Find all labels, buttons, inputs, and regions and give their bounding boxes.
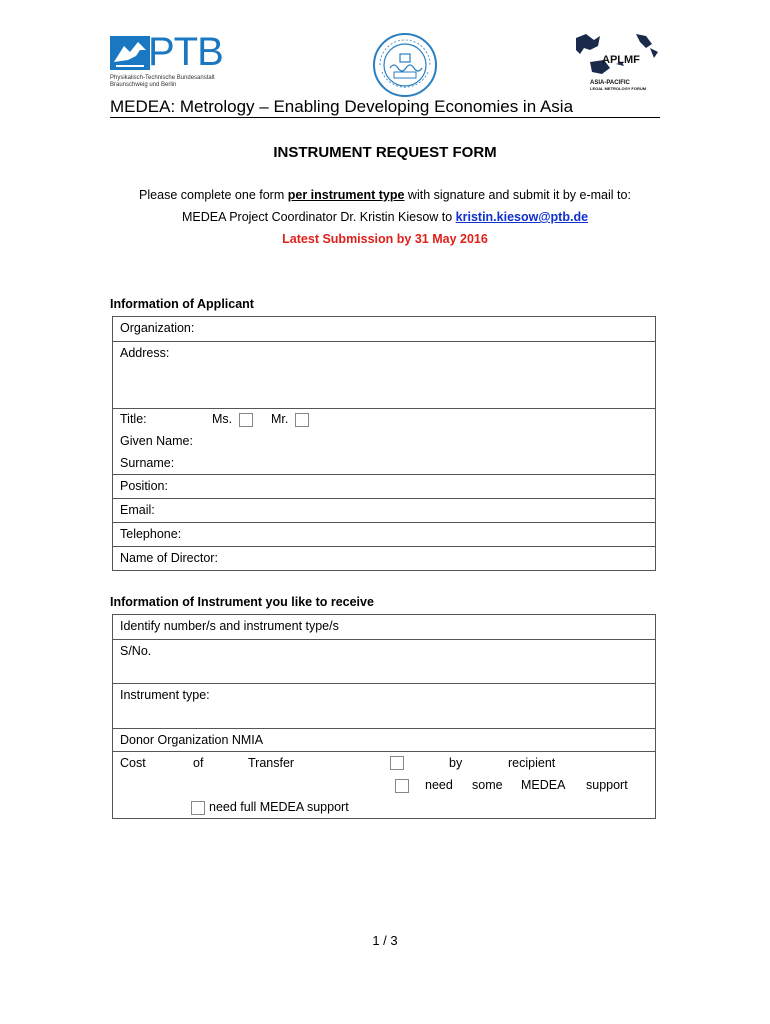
page-number: 1 / 3 xyxy=(372,933,398,948)
applicant-heading: Information of Applicant xyxy=(110,297,254,311)
ms-checkbox[interactable] xyxy=(239,413,253,427)
cost-transfer-row: Cost of Transfer by recipient need some MEDEA support need full MEDEA support xyxy=(113,751,655,818)
apmp-seal-icon xyxy=(372,32,438,98)
instructions-line-2: MEDEA Project Coordinator Dr. Kristin Kiesow to kristin.kiesow@ptb.de xyxy=(181,210,589,224)
surname-field[interactable]: Surname: xyxy=(120,456,175,470)
instrument-heading: Information of Instrument you like to receive xyxy=(110,595,374,609)
aplmf-subtext: ASIA-PACIFIC LEGAL METROLOGY FORUM xyxy=(590,80,647,91)
identify-row: Identify number/s and instrument type/s xyxy=(120,619,339,633)
ptb-subtext: Physikalisch-Technische Bundesanstalt Braunschweig und Berlin xyxy=(110,75,215,88)
mr-checkbox[interactable] xyxy=(295,413,309,427)
header-title: MEDEA: Metrology – Enabling Developing Economies in Asia xyxy=(110,97,574,116)
form-title: INSTRUMENT REQUEST FORM xyxy=(273,144,497,161)
aplmf-logo xyxy=(576,34,662,94)
by-recipient-checkbox[interactable] xyxy=(390,756,404,770)
name-block: Title: Ms. Mr. Given Name: Surname: xyxy=(113,408,655,474)
given-name-field[interactable]: Given Name: xyxy=(120,434,193,448)
apmp-logo xyxy=(372,32,438,98)
donor-row: Donor Organization NMIA xyxy=(113,728,655,751)
organization-field[interactable]: Organization: xyxy=(120,321,195,335)
ptb-eagle-icon xyxy=(110,36,150,70)
full-support-checkbox[interactable] xyxy=(191,801,205,815)
address-field[interactable]: Address: xyxy=(113,341,655,408)
instructions-line-1: Please complete one form per instrument type with signature and submit it by e-mail to: xyxy=(139,188,631,202)
instrument-type-field[interactable]: Instrument type: xyxy=(113,683,655,728)
instrument-table xyxy=(112,614,656,819)
ptb-logo xyxy=(110,30,230,94)
sno-field[interactable]: S/No. xyxy=(113,639,655,683)
position-field[interactable]: Position: xyxy=(113,474,655,498)
applicant-table xyxy=(112,316,656,571)
director-field[interactable]: Name of Director: xyxy=(113,546,655,570)
coordinator-email-link[interactable]: kristin.kiesow@ptb.de xyxy=(455,210,589,224)
some-support-checkbox[interactable] xyxy=(395,779,409,793)
telephone-field[interactable]: Telephone: xyxy=(113,522,655,546)
email-field[interactable]: Email: xyxy=(113,498,655,522)
aplmf-name: APLMF xyxy=(602,54,640,66)
ptb-name: PTB xyxy=(148,30,223,74)
header-divider xyxy=(110,117,660,118)
submission-deadline: Latest Submission by 31 May 2016 xyxy=(282,232,488,246)
